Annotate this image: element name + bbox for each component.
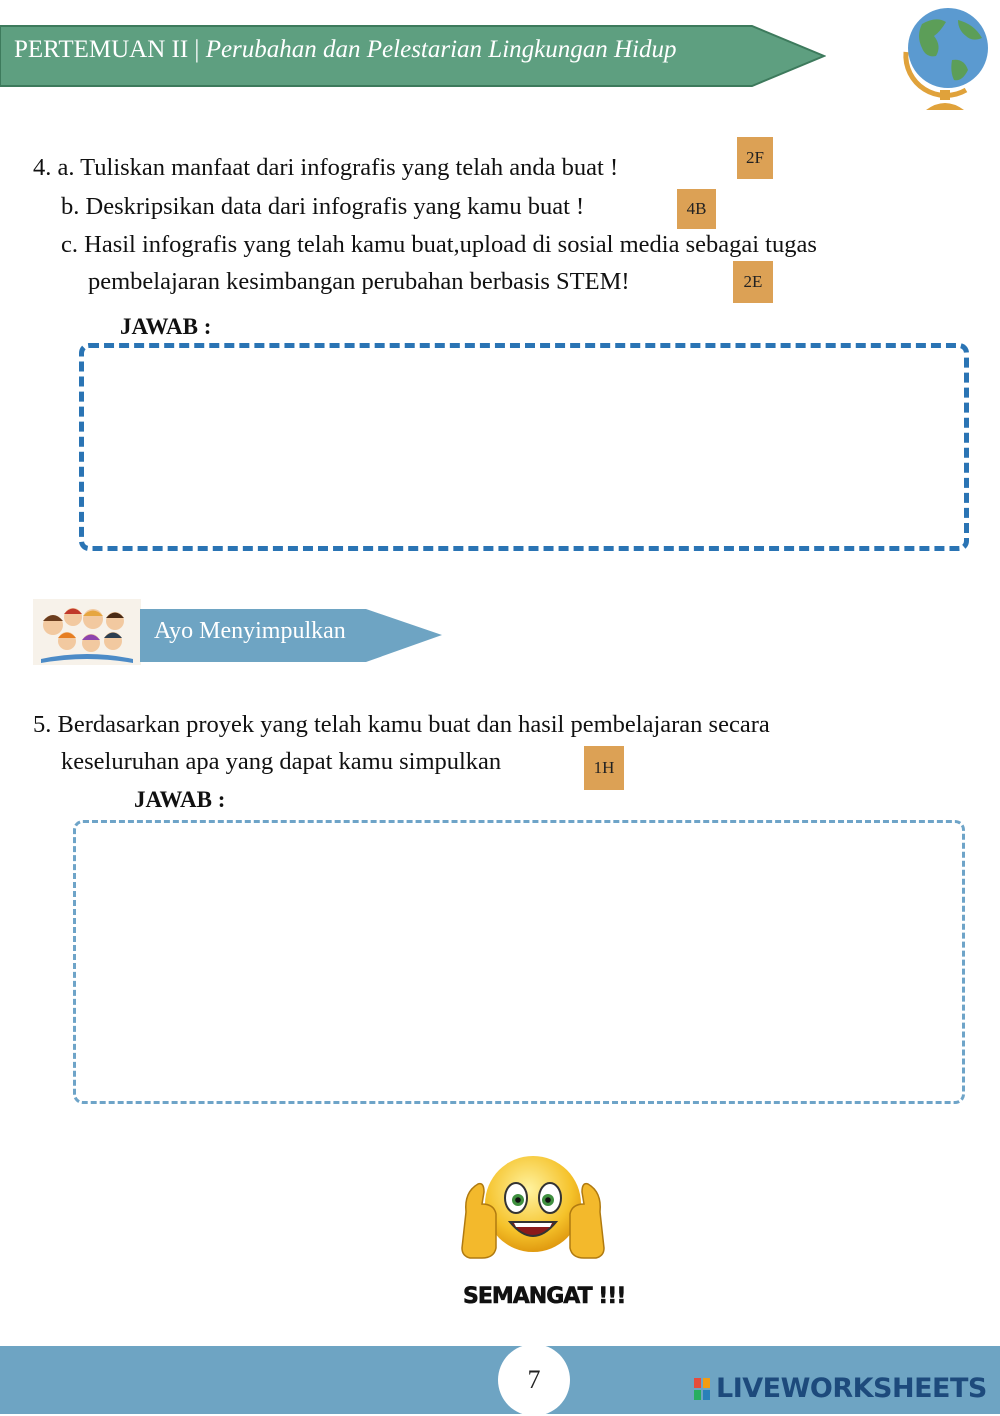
answer-label-4: JAWAB :: [120, 314, 212, 339]
globe-icon: [896, 2, 990, 112]
closing-text: SEMANGAT !!!: [463, 1284, 626, 1309]
question-4b: b. Deskripsikan data dari infografis yang kamu buat !: [61, 193, 585, 220]
answer-label-5: JAWAB :: [134, 787, 226, 812]
question-5-line2: keseluruhan apa yang dapat kamu simpulkan: [61, 748, 502, 775]
code-badge-2e: 2E: [733, 261, 773, 303]
question-4a: 4. a. Tuliskan manfaat dari infografis yang telah anda buat !: [33, 154, 619, 181]
question-4c-line2: pembelajaran kesimbangan perubahan berbasis STEM!: [88, 268, 630, 295]
code-badge-2f: 2F: [737, 137, 773, 179]
answer-box-5[interactable]: [73, 820, 965, 1104]
question-4c-line1: c. Hasil infografis yang telah kamu buat,upload di sosial media sebagai tugas: [61, 231, 817, 258]
meeting-label: PERTEMUAN II |: [14, 36, 200, 63]
section-title: Ayo Menyimpulkan: [154, 618, 346, 644]
question-5-line1: 5. Berdasarkan proyek yang telah kamu buat dan hasil pembelajaran secara: [33, 711, 770, 738]
answer-box-4[interactable]: [79, 343, 969, 551]
page-number: 7: [498, 1344, 570, 1416]
thumbs-up-smiley-icon: [458, 1152, 608, 1264]
brand-name[interactable]: LIVEWORKSHEETS: [716, 1373, 987, 1404]
liveworksheets-logo-icon: [694, 1378, 710, 1400]
topic-label: Perubahan dan Pelestarian Lingkungan Hidup: [205, 36, 677, 63]
code-badge-4b: 4B: [677, 189, 716, 229]
header-title: [14, 36, 677, 64]
code-badge-1h: 1H: [584, 746, 624, 790]
children-reading-icon: [33, 599, 141, 665]
